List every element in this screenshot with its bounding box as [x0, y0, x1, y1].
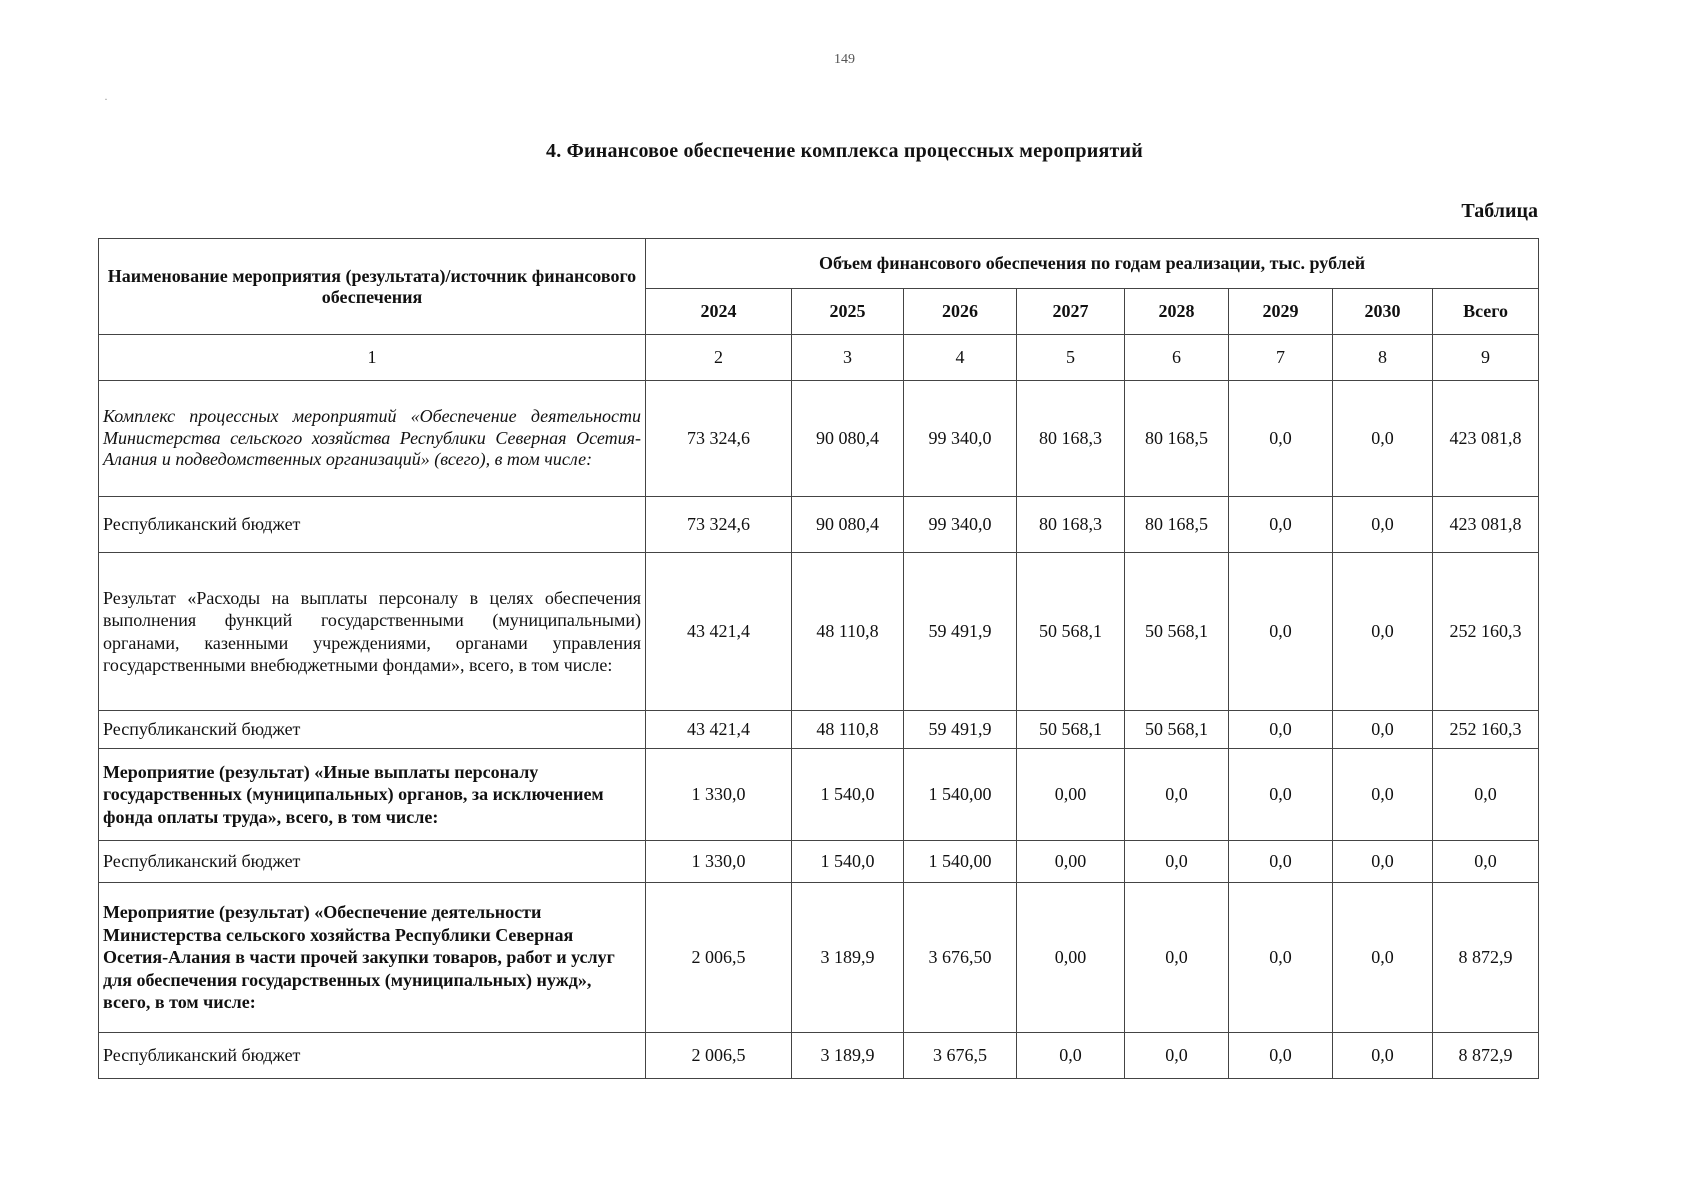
- row-value: 80 168,5: [1125, 381, 1229, 497]
- row-value: 8 872,9: [1433, 883, 1539, 1033]
- header-volume-cell: Объем финансового обеспечения по годам реализации, тыс. рублей: [646, 239, 1539, 289]
- row-name: Республиканский бюджет: [99, 711, 646, 749]
- table-row: [99, 883, 1539, 1033]
- row-value: 0,0: [1229, 841, 1333, 883]
- table-row: [99, 711, 1539, 749]
- table-row: [99, 553, 1539, 711]
- row-value: 0,0: [1333, 553, 1433, 711]
- header-name-cell: Наименование мероприятия (результата)/источник финансового обеспечения: [99, 239, 646, 335]
- row-value: 0,0: [1333, 749, 1433, 841]
- column-number: 2: [646, 335, 792, 381]
- header-year-2029: 2029: [1229, 289, 1333, 335]
- column-number: 6: [1125, 335, 1229, 381]
- table-row: [99, 749, 1539, 841]
- section-title: 4. Финансовое обеспечение комплекса процессных мероприятий: [546, 140, 1143, 162]
- column-number: 8: [1333, 335, 1433, 381]
- row-value: 3 676,50: [904, 883, 1017, 1033]
- header-year-2030: 2030: [1333, 289, 1433, 335]
- column-number: 1: [99, 335, 646, 381]
- table-row: [99, 841, 1539, 883]
- row-value: 8 872,9: [1433, 1033, 1539, 1079]
- row-value: 80 168,5: [1125, 497, 1229, 553]
- row-value: 0,0: [1125, 841, 1229, 883]
- row-value: 0,0: [1333, 883, 1433, 1033]
- row-value: 0,00: [1017, 883, 1125, 1033]
- row-name: Республиканский бюджет: [99, 497, 646, 553]
- table-row: [99, 1033, 1539, 1079]
- row-value: 0,0: [1333, 1033, 1433, 1079]
- row-value: 73 324,6: [646, 381, 792, 497]
- row-value: 2 006,5: [646, 1033, 792, 1079]
- row-value: 3 189,9: [792, 1033, 904, 1079]
- row-value: 50 568,1: [1125, 553, 1229, 711]
- row-value: 0,00: [1017, 749, 1125, 841]
- page-number: 149: [834, 52, 855, 67]
- row-name: Республиканский бюджет: [99, 841, 646, 883]
- row-value: 80 168,3: [1017, 497, 1125, 553]
- table-row: [99, 497, 1539, 553]
- table-row: [99, 381, 1539, 497]
- row-name: Мероприятие (результат) «Иные выплаты персоналу государственных (муниципальных) органов, за исключением фонда оплаты труда», всего, в том числе:: [99, 749, 646, 841]
- row-value: 0,00: [1017, 841, 1125, 883]
- row-value: 423 081,8: [1433, 497, 1539, 553]
- row-value: 43 421,4: [646, 553, 792, 711]
- column-number: 3: [792, 335, 904, 381]
- row-value: 0,0: [1229, 1033, 1333, 1079]
- row-value: 0,0: [1125, 749, 1229, 841]
- row-value: 0,0: [1125, 883, 1229, 1033]
- row-value: 50 568,1: [1125, 711, 1229, 749]
- row-value: 0,0: [1229, 553, 1333, 711]
- row-value: 0,0: [1017, 1033, 1125, 1079]
- row-value: 252 160,3: [1433, 553, 1539, 711]
- row-value: 1 540,00: [904, 841, 1017, 883]
- row-value: 1 540,0: [792, 749, 904, 841]
- column-number: 9: [1433, 335, 1539, 381]
- row-name: Республиканский бюджет: [99, 1033, 646, 1079]
- header-year-2026: 2026: [904, 289, 1017, 335]
- row-value: 0,0: [1125, 1033, 1229, 1079]
- row-value: 1 330,0: [646, 749, 792, 841]
- row-value: 1 540,00: [904, 749, 1017, 841]
- row-value: 0,0: [1433, 749, 1539, 841]
- header-year-2028: 2028: [1125, 289, 1229, 335]
- row-value: 2 006,5: [646, 883, 792, 1033]
- row-name: Результат «Расходы на выплаты персоналу в целях обеспечения выполнения функций государственными (муниципальными) органами, казенными учреждениями, органами управления государственными внебюджетными фондами», всего, в том числе:: [99, 553, 646, 711]
- row-value: 80 168,3: [1017, 381, 1125, 497]
- row-value: 99 340,0: [904, 497, 1017, 553]
- row-value: 90 080,4: [792, 381, 904, 497]
- row-value: 0,0: [1229, 381, 1333, 497]
- row-value: 59 491,9: [904, 553, 1017, 711]
- row-value: 90 080,4: [792, 497, 904, 553]
- row-value: 3 676,5: [904, 1033, 1017, 1079]
- column-number: 7: [1229, 335, 1333, 381]
- row-value: 48 110,8: [792, 553, 904, 711]
- header-total: Всего: [1433, 289, 1539, 335]
- row-value: 43 421,4: [646, 711, 792, 749]
- row-value: 0,0: [1433, 841, 1539, 883]
- row-value: 3 189,9: [792, 883, 904, 1033]
- row-value: 50 568,1: [1017, 711, 1125, 749]
- table-label: Таблица: [1461, 200, 1538, 222]
- column-number: 5: [1017, 335, 1125, 381]
- scan-speck: ·: [104, 92, 108, 106]
- column-number: 4: [904, 335, 1017, 381]
- row-value: 0,0: [1333, 711, 1433, 749]
- row-value: 50 568,1: [1017, 553, 1125, 711]
- row-value: 99 340,0: [904, 381, 1017, 497]
- row-value: 0,0: [1229, 497, 1333, 553]
- row-value: 1 540,0: [792, 841, 904, 883]
- row-value: 59 491,9: [904, 711, 1017, 749]
- row-value: 73 324,6: [646, 497, 792, 553]
- row-value: 0,0: [1333, 841, 1433, 883]
- row-value: 1 330,0: [646, 841, 792, 883]
- row-name: Комплекс процессных мероприятий «Обеспечение деятельности Министерства сельского хозяйства Республики Северная Осетия-Алания и подведомственных организаций» (всего), в том числе:: [99, 381, 646, 497]
- financing-table: [98, 238, 1539, 1079]
- row-value: 0,0: [1333, 497, 1433, 553]
- row-value: 0,0: [1333, 381, 1433, 497]
- row-value: 0,0: [1229, 711, 1333, 749]
- row-value: 0,0: [1229, 749, 1333, 841]
- row-name: Мероприятие (результат) «Обеспечение деятельности Министерства сельского хозяйства Республики Северная Осетия-Алания в части прочей закупки товаров, работ и услуг для обеспечения государственных (муниципальных) нужд», всего, в том числе:: [99, 883, 646, 1033]
- header-year-2024: 2024: [646, 289, 792, 335]
- row-value: 423 081,8: [1433, 381, 1539, 497]
- row-value: 0,0: [1229, 883, 1333, 1033]
- column-number-row: [99, 335, 1539, 381]
- header-year-2025: 2025: [792, 289, 904, 335]
- row-value: 252 160,3: [1433, 711, 1539, 749]
- row-value: 48 110,8: [792, 711, 904, 749]
- header-year-2027: 2027: [1017, 289, 1125, 335]
